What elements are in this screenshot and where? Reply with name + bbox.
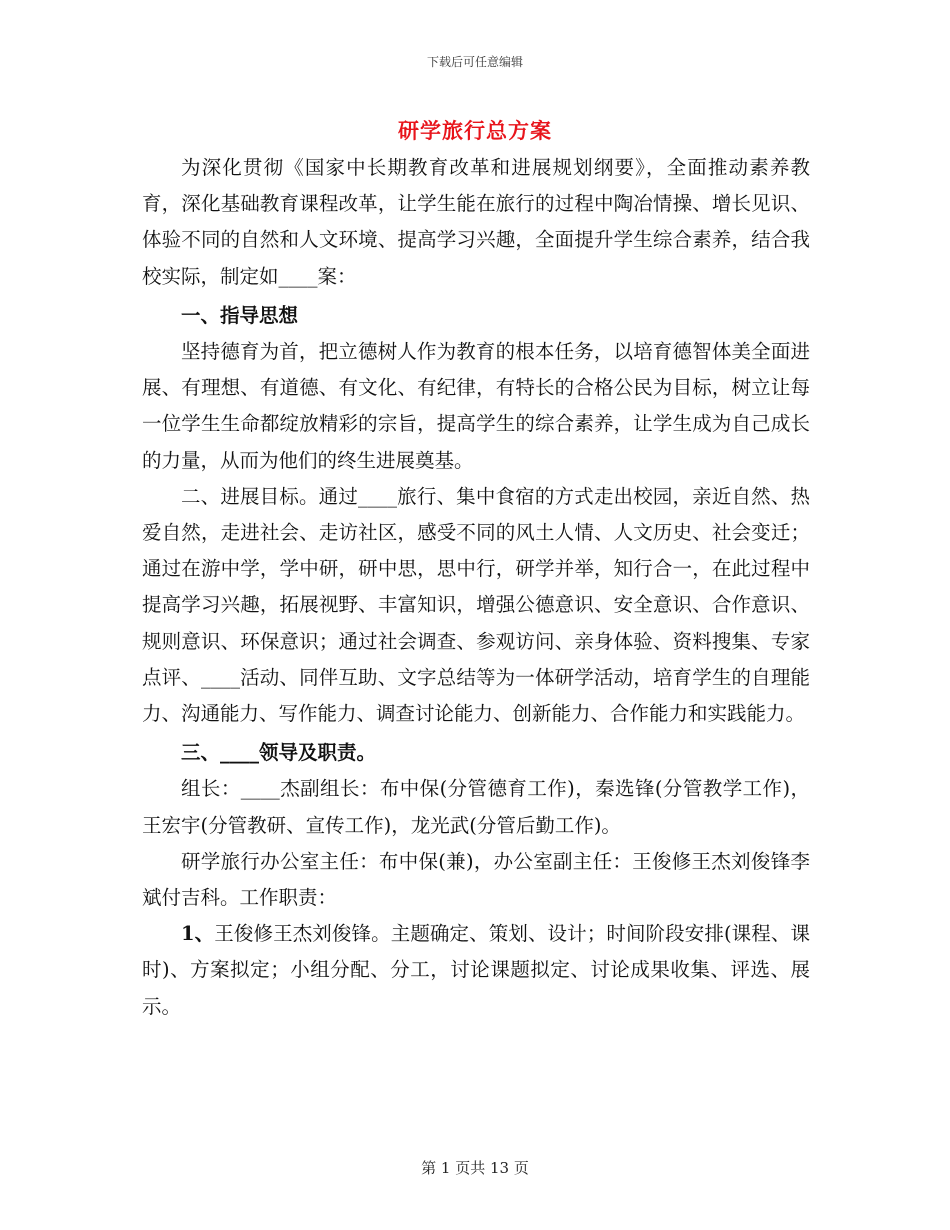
development-goals-paragraph: 二、进展目标。通过____旅行、集中食宿的方式走出校园，亲近自然、热爱自然，走进社会、走访社区，感受不同的风土人情、人文历史、社会变迁；通过在游中学，学中研，研中思，思中行，研学并举，知行合一，在此过程中提高学习兴趣，拓展视野、丰富知识，增强公德意识、安全意识、合作意识、规则意识、环保意识；通过社会调查、参观访问、亲身体验、资料搜集、专家点评、____活动、同伴互助、文字总结等为一体研学活动，培育学生的自理能力、沟通能力、写作能力、调查讨论能力、创新能力、合作能力和实践能力。 bbox=[142, 484, 810, 726]
duty-item-text: 王俊修王杰刘俊锋。主题确定、策划、设计；时间阶段安排(课程、课时)、方案拟定；小组分配、分工，讨论课题拟定、讨论成果收集、评选、展示。 bbox=[142, 922, 810, 1018]
document-body bbox=[142, 150, 810, 1025]
page-footer: 第 1 页共 13 页 bbox=[421, 1159, 529, 1177]
section-heading-guiding-ideology: 一、指导思想 bbox=[181, 303, 299, 327]
section-heading-leadership: 三、____领导及职责。 bbox=[181, 741, 377, 765]
document-title: 研学旅行总方案 bbox=[398, 118, 552, 143]
page-header: 下载后可任意编辑 bbox=[426, 55, 523, 69]
duty-item-1 bbox=[142, 916, 810, 1025]
duty-item-number: 1、 bbox=[181, 922, 215, 946]
intro-paragraph: 为深化贯彻《国家中长期教育改革和进展规划纲要》，全面推动素养教育，深化基础教育课程改革，让学生能在旅行的过程中陶冶情操、增长见识、体验不同的自然和人文环境、提高学习兴趣，全面提升学生综合素养，结合我校实际，制定如____案： bbox=[142, 156, 810, 288]
leadership-members-paragraph: 组长：____杰副组长：布中保(分管德育工作)，秦选锋(分管教学工作)，王宏宇(分管教研、宣传工作)，龙光武(分管后勤工作)。 bbox=[142, 777, 810, 837]
office-members-paragraph: 研学旅行办公室主任：布中保(兼)，办公室副主任：王俊修王杰刘俊锋李斌付吉科。工作职责： bbox=[142, 849, 810, 910]
guiding-ideology-paragraph: 坚持德育为首，把立德树人作为教育的根本任务，以培育德智体美全面进展、有理想、有道德、有文化、有纪律，有特长的合格公民为目标，树立让每一位学生生命都绽放精彩的宗旨，提高学生的综合素养，让学生成为自己成长的力量，从而为他们的终生进展奠基。 bbox=[142, 340, 810, 472]
